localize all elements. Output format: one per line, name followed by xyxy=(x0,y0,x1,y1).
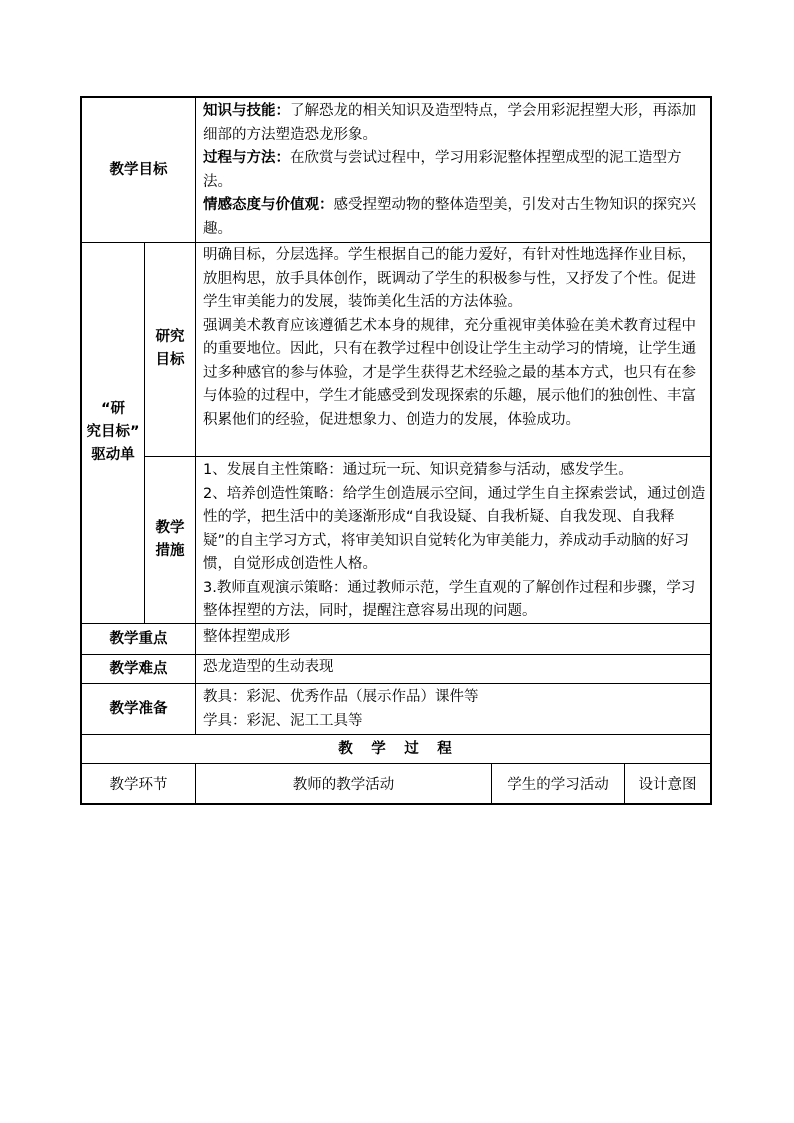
research-goal-label-line1: 研究 xyxy=(155,329,185,345)
objective-process xyxy=(203,147,707,194)
teaching-measures-content xyxy=(203,459,707,624)
measure-item-2: 2、培养创造性策略：给学生创造展示空间，通过学生自主探索尝试，通过创造性的学，把生活中的美逐渐形成“自我设疑、自我析疑、自我发现、自我释疑”的自主学习方式，将审美知识自觉转化为审美能力，养成动手动脑的好习惯，自觉形成创造性人格。 xyxy=(203,485,706,572)
research-goal-paragraph-2: 强调美术教育应该遵循艺术本身的规律，充分重视审美体验在美术教育过程中的重要地位。因此，只有在教学过程中创设让学生主动学习的情境，让学生通过多种感官的参与体验，才是学生获得艺术经验之最的基本方式，也只有在参与体验的过程中，学生才能感受到发现探索的乐趣，展示他们的独创性、丰富积累他们的经验，促进想象力、创造力的发展，体验成功。 xyxy=(203,317,696,428)
objective-process-label: 过程与方法： xyxy=(203,150,290,166)
objective-emotion-text: 感受捏塑动物的整体造型美，引发对古生物知识的探究兴趣。 xyxy=(203,197,696,237)
teaching-measures-label xyxy=(145,517,195,563)
research-goal-label xyxy=(145,326,195,372)
preparation-header: 教学准备 xyxy=(109,701,168,717)
objective-knowledge-label: 知识与技能： xyxy=(203,103,290,119)
measure-item-3: 3.教师直观演示策略：通过教师示范，学生直观的了解创作过程和步骤，学习整体捏塑的方法，同时，提醒注意容易出现的问题。 xyxy=(203,579,696,619)
key-point-text: 整体捏塑成形 xyxy=(203,629,290,645)
preparation-student-tools: 学具：彩泥、泥工工具等 xyxy=(203,712,363,729)
research-header-line3: 驱动单 xyxy=(91,447,135,463)
objective-emotion-label: 情感态度与价值观： xyxy=(203,197,334,213)
col-sep-main xyxy=(195,96,196,734)
process-col-teacher-activity: 教师的教学活动 xyxy=(292,777,395,793)
objective-emotion xyxy=(203,194,707,241)
research-header-line1: “研 xyxy=(100,401,126,417)
teaching-measures-label-line1: 教学 xyxy=(155,520,185,536)
research-goal-content xyxy=(203,244,707,432)
objectives-header: 教学目标 xyxy=(109,162,168,178)
process-col-design-intent: 设计意图 xyxy=(638,777,697,793)
difficulty-header: 教学难点 xyxy=(109,661,168,677)
row-sep-research-goal xyxy=(144,456,712,457)
objectives-content xyxy=(203,100,707,241)
process-col-student-activity: 学生的学习活动 xyxy=(507,777,609,793)
objective-process-text: 在欣赏与尝试过程中，学习用彩泥整体捏塑成型的泥工造型方法。 xyxy=(203,150,682,190)
difficulty-text: 恐龙造型的生动表现 xyxy=(203,659,334,675)
research-header-line2: 究目标” xyxy=(86,424,140,440)
key-point-header: 教学重点 xyxy=(109,631,168,647)
research-header xyxy=(82,398,144,467)
objective-knowledge xyxy=(203,100,707,147)
table-border-bottom xyxy=(80,803,712,805)
objective-knowledge-text: 了解恐龙的相关知识及造型特点，学会用彩泥捏塑大形，再添加细部的方法塑造恐龙形象。 xyxy=(203,103,696,143)
row-sep-objectives xyxy=(80,242,712,243)
preparation-teacher-tools: 教具：彩泥、优秀作品（展示作品）课件等 xyxy=(203,689,479,705)
preparation-content xyxy=(203,686,707,733)
teaching-measures-label-line2: 措施 xyxy=(155,543,185,559)
table-border-right xyxy=(710,96,712,805)
research-goal-paragraph-1: 明确目标，分层选择。学生根据自己的能力爱好，有针对性地选择作业目标，放胆构思，放手具体创作，既调动了学生的积极参与性，又抒发了个性。促进学生审美能力的发展，装饰美化生活的方法体验。 xyxy=(203,247,696,310)
process-title: 教 学 过 程 xyxy=(338,741,454,757)
measure-item-1: 1、发展自主性策略：通过玩一玩、知识竞猜参与活动，感发学生。 xyxy=(203,462,633,478)
process-col-stage: 教学环节 xyxy=(109,777,168,793)
col-sep-research xyxy=(144,242,145,623)
research-goal-label-line2: 目标 xyxy=(155,352,185,368)
